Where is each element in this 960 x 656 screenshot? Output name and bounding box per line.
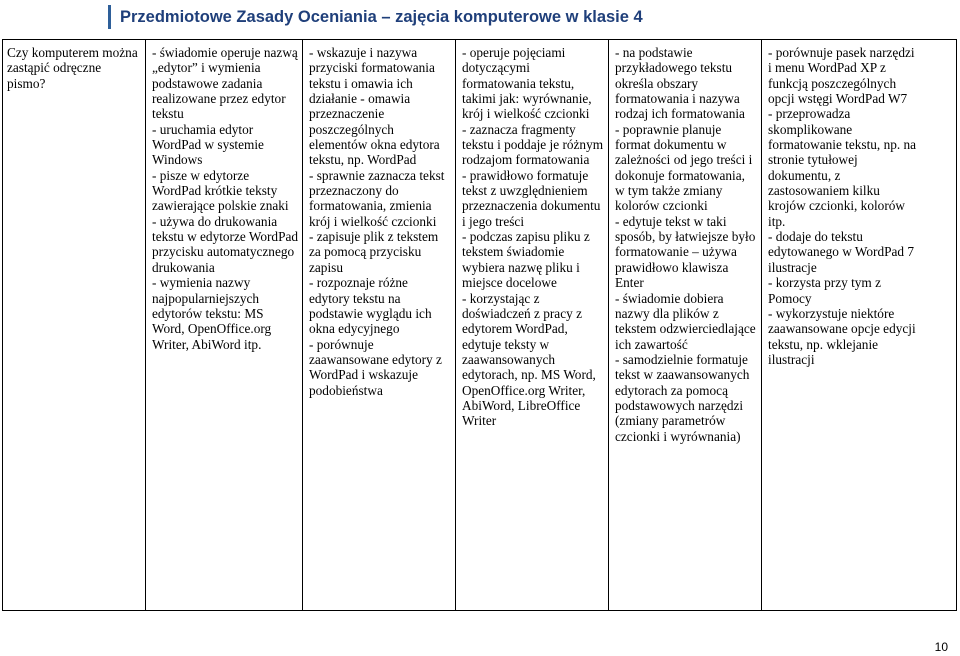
cell-text-line: w tym także zmiany bbox=[615, 183, 723, 199]
cell-text-line: formatowanie – używa bbox=[615, 244, 737, 260]
cell-text-line: rodzaj ich formatowania bbox=[615, 106, 745, 122]
cell-text-line: - porównuje pasek narzędzi bbox=[768, 45, 915, 60]
cell-text-line: nazwy dla plików z bbox=[615, 305, 719, 321]
cell-text-line: przeznaczony do bbox=[309, 183, 399, 199]
cell-text-line: „edytor” i wymienia bbox=[152, 60, 261, 76]
cell-text-line: podobieństwa bbox=[309, 382, 383, 398]
cell-text-line: WordPad krótkie teksty bbox=[152, 183, 278, 199]
cell-text-line: zaawansowanych bbox=[462, 351, 556, 367]
cell-text-line: - sprawnie zaznacza tekst bbox=[309, 167, 445, 183]
cell-text-line: - korzystając z bbox=[462, 290, 540, 306]
cell-text-line: edytorem WordPad, bbox=[462, 321, 568, 337]
cell-text-line: ilustracji bbox=[768, 351, 815, 367]
cell-text-line: działanie - omawia bbox=[309, 91, 411, 107]
table-cell-grade-5 bbox=[609, 40, 762, 610]
cell-text-line: - świadomie operuje nazwą bbox=[152, 45, 298, 60]
cell-text-line: - rozpoznaje różne bbox=[309, 275, 408, 291]
cell-text-line: tekst z uwzględnieniem bbox=[462, 183, 588, 199]
cell-text-line: okna edycyjnego bbox=[309, 321, 400, 337]
cell-text-line: przeznaczenia dokumentu bbox=[462, 198, 601, 214]
cell-text-line: i menu WordPad XP z bbox=[768, 60, 886, 76]
table-cell-grade-3 bbox=[303, 40, 456, 610]
cell-text-line: itp. bbox=[768, 213, 786, 229]
cell-text-line: rodzajom formatowania bbox=[462, 152, 590, 168]
cell-text-line: podstawowe zadania bbox=[152, 75, 263, 91]
cell-text-line: ich zawartość bbox=[615, 336, 688, 352]
cell-text-line: dokumentu, z bbox=[768, 167, 841, 183]
cell-text-line: kolorów czcionki bbox=[615, 198, 708, 214]
cell-text-line: - wykorzystuje niektóre bbox=[768, 305, 895, 321]
cell-text-line: i jego treści bbox=[462, 213, 525, 229]
cell-text-line: tekstu, np. WordPad bbox=[309, 152, 417, 168]
cell-text-line: - korzysta przy tym z bbox=[768, 275, 881, 291]
cell-text-line: drukowania bbox=[152, 259, 215, 275]
cell-text-line: miejsce docelowe bbox=[462, 275, 557, 291]
cell-text-line: Word, OpenOffice.org bbox=[152, 321, 272, 337]
cell-text-line: - zapisuje plik z tekstem bbox=[309, 229, 439, 245]
cell-text-line: OpenOffice.org Writer, bbox=[462, 382, 586, 398]
criteria-table bbox=[2, 39, 957, 611]
cell-text-line: - wymienia nazwy bbox=[152, 275, 251, 291]
cell-text-line: doświadczeń z pracy z bbox=[462, 305, 582, 321]
cell-text-line: zaawansowane opcje edycji bbox=[768, 321, 916, 337]
cell-text-line: najpopularniejszych bbox=[152, 290, 260, 306]
cell-text-line: - prawidłowo formatuje bbox=[462, 167, 589, 183]
table-cell-grade-2 bbox=[146, 40, 303, 610]
cell-text-line: Writer bbox=[462, 413, 497, 429]
cell-text-line: (zmiany parametrów bbox=[615, 413, 726, 429]
page-header bbox=[108, 4, 643, 30]
cell-text-line: edytorów tekstu: MS bbox=[152, 305, 264, 321]
cell-text-line: Pomocy bbox=[768, 290, 812, 306]
cell-text-line: przycisku automatycznego bbox=[152, 244, 295, 260]
cell-text-line: przyciski formatowania bbox=[309, 60, 435, 76]
cell-text-line: zawierające polskie znaki bbox=[152, 198, 289, 214]
cell-text-line: takimi jak: wyrównanie, bbox=[462, 91, 592, 107]
cell-text-line: formatowania, zmienia bbox=[309, 198, 432, 214]
cell-text-line: - wskazuje i nazywa bbox=[309, 45, 418, 60]
cell-text-line: pismo? bbox=[7, 75, 46, 91]
cell-text-line: czcionki i wyrównania) bbox=[615, 428, 741, 444]
page-title: Przedmiotowe Zasady Oceniania – zajęcia komputerowe w klasie 4 bbox=[120, 7, 643, 26]
cell-text-line: - podczas zapisu pliku z bbox=[462, 229, 590, 245]
cell-text-line: przykładowego tekstu bbox=[615, 60, 733, 76]
cell-text-line: - dodaje do tekstu bbox=[768, 229, 863, 245]
cell-text-line: - zaznacza fragmenty bbox=[462, 121, 576, 137]
cell-text-line: określa obszary bbox=[615, 75, 699, 91]
cell-text-line: tekstem świadomie bbox=[462, 244, 565, 260]
cell-text-line: - świadomie dobiera bbox=[615, 290, 724, 306]
cell-text-line: tekstem odzwierciedlające bbox=[615, 321, 756, 337]
table-cell-topic bbox=[3, 40, 146, 610]
cell-text-line: tekst w zaawansowanych bbox=[615, 367, 750, 383]
cell-text-line: - na podstawie bbox=[615, 45, 693, 60]
cell-text-line: stronie tytułowej bbox=[768, 152, 858, 168]
cell-text-line: - uruchamia edytor bbox=[152, 121, 254, 137]
cell-text-line: za pomocą przycisku bbox=[309, 244, 422, 260]
cell-text-line: - pisze w edytorze bbox=[152, 167, 250, 183]
cell-text-line: Windows bbox=[152, 152, 203, 168]
cell-text-line: zaawansowane edytory z bbox=[309, 351, 442, 367]
cell-text-line: realizowane przez edytor bbox=[152, 91, 286, 107]
table-cell-grade-6 bbox=[762, 40, 956, 610]
cell-text-line: dotyczącymi bbox=[462, 60, 530, 76]
cell-text-line: krój i wielkość czcionki bbox=[462, 106, 590, 122]
cell-text-line: - edytuje tekst w taki bbox=[615, 213, 727, 229]
cell-text-line: Writer, AbiWord itp. bbox=[152, 336, 262, 352]
table-cell-grade-4 bbox=[456, 40, 609, 610]
cell-text-line: formatowania tekstu, bbox=[462, 75, 575, 91]
cell-text-line: - samodzielnie formatuje bbox=[615, 351, 748, 367]
cell-text-line: edytuje teksty w bbox=[462, 336, 550, 352]
cell-text-line: WordPad i wskazuje bbox=[309, 367, 418, 383]
cell-text-line: opcji wstęgi WordPad W7 bbox=[768, 91, 908, 107]
cell-text-line: krojów czcionki, kolorów bbox=[768, 198, 906, 214]
cell-text-line: sposób, by łatwiejsze było bbox=[615, 229, 756, 245]
cell-text-line: tekstu bbox=[152, 106, 184, 122]
cell-text-line: - przeprowadza bbox=[768, 106, 851, 122]
cell-text-line: tekstu i poddaje je różnym bbox=[462, 137, 604, 153]
cell-text-line: edytowanego w WordPad 7 bbox=[768, 244, 915, 260]
cell-text-line: Enter bbox=[615, 275, 644, 291]
header-accent-bar bbox=[108, 5, 111, 29]
cell-text-line: dokonuje formatowania, bbox=[615, 167, 745, 183]
cell-text-line: tekstu i omawia ich bbox=[309, 75, 413, 91]
cell-text-line: - operuje pojęciami bbox=[462, 45, 566, 60]
cell-text-line: zależności od jego treści i bbox=[615, 152, 753, 168]
cell-text-line: wybiera nazwę pliku i bbox=[462, 259, 580, 275]
cell-text-line: - porównuje bbox=[309, 336, 374, 352]
cell-text-line: formatowanie tekstu, np. na bbox=[768, 137, 917, 153]
page-number: 10 bbox=[934, 640, 948, 654]
cell-text-line: prawidłowo klawisza bbox=[615, 259, 729, 275]
cell-text-line: zapisu bbox=[309, 259, 343, 275]
cell-text-line: elementów okna edytora bbox=[309, 137, 440, 153]
cell-text-line: podstawowych narzędzi bbox=[615, 397, 744, 413]
cell-text-line: - używa do drukowania bbox=[152, 213, 278, 229]
cell-text-line: zastąpić odręczne bbox=[7, 60, 102, 76]
cell-text-line: tekstu, np. wklejanie bbox=[768, 336, 879, 352]
cell-text-line: edytorach za pomocą bbox=[615, 382, 728, 398]
cell-text-line: - poprawnie planuje bbox=[615, 121, 722, 137]
cell-text-line: krój i wielkość czcionki bbox=[309, 213, 437, 229]
cell-text-line: ilustracje bbox=[768, 259, 817, 275]
cell-text-line: edytory tekstu na bbox=[309, 290, 401, 306]
cell-text-line: edytorach, np. MS Word, bbox=[462, 367, 596, 383]
cell-text-line: przeznaczenie bbox=[309, 106, 385, 122]
cell-text-line: zastosowaniem kilku bbox=[768, 183, 880, 199]
cell-text-line: format dokumentu w bbox=[615, 137, 727, 153]
cell-text-line: AbiWord, LibreOffice bbox=[462, 397, 581, 413]
cell-text-line: Czy komputerem można bbox=[7, 45, 138, 60]
cell-text-line: formatowania i nazywa bbox=[615, 91, 740, 107]
cell-text-line: podstawie wyglądu ich bbox=[309, 305, 432, 321]
cell-text-line: poszczególnych bbox=[309, 121, 394, 137]
cell-text-line: skomplikowane bbox=[768, 121, 853, 137]
cell-text-line: tekstu w edytorze WordPad bbox=[152, 229, 299, 245]
cell-text-line: funkcją poszczególnych bbox=[768, 75, 897, 91]
cell-text-line: WordPad w systemie bbox=[152, 137, 264, 153]
